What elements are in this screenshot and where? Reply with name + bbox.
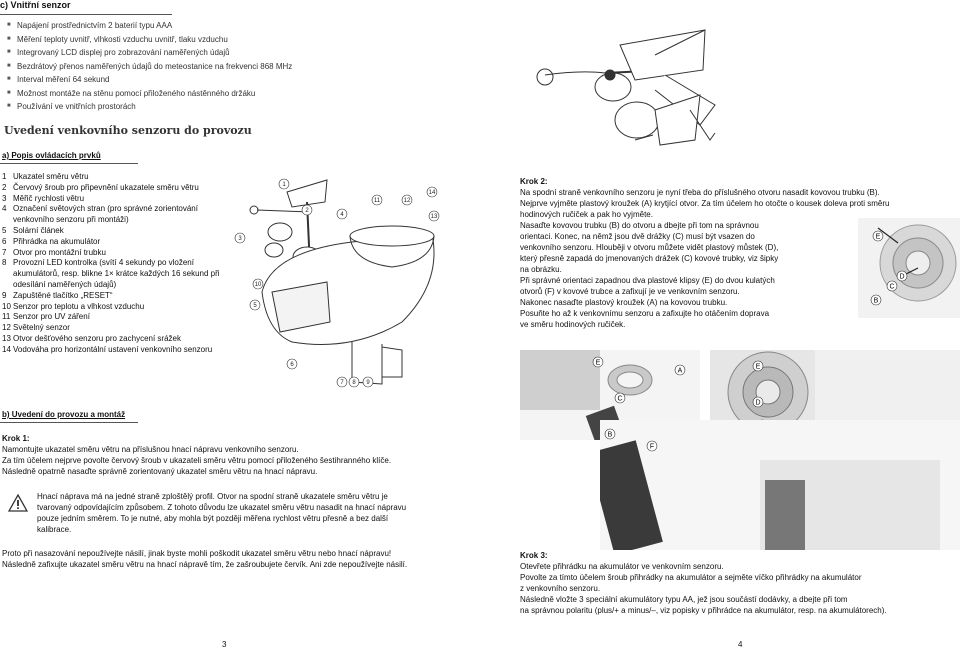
krok2-line: Na spodní straně venkovního senzoru je nyní třeba do příslušného otvoru nasadit kovovou trubku (B). <box>520 188 880 197</box>
page-number-left: 3 <box>222 640 227 649</box>
krok2-line: Nakonec nasaďte plastový kroužek (A) na kovovou trubku. <box>520 298 728 307</box>
svg-text:10: 10 <box>254 282 262 288</box>
list-item: 3 Měřič rychlosti větru <box>2 193 85 203</box>
section-a-header <box>0 150 138 164</box>
section-a-title: a) Popis ovládacích prvků <box>2 151 101 160</box>
krok2-line: na obrázku. <box>520 265 562 274</box>
section-c-header <box>0 0 172 15</box>
callout-3 <box>235 233 245 243</box>
list-item: 8 Provozní LED kontrolka (svítí 4 sekundy po vložení akumulátorů, resp. bliknе 1× krátce každých 16 sekund při odesílání naměřených údajů) <box>2 258 220 289</box>
svg-text:7: 7 <box>340 380 344 386</box>
krok2-line: ve směru hodinových ručiček. <box>520 320 626 329</box>
svg-text:5: 5 <box>253 303 257 309</box>
krok1-block <box>2 433 472 477</box>
svg-text:8: 8 <box>352 380 356 386</box>
krok3-line: Následně vložte 3 speciální akumulátory typu AA, jež jsou součástí dodávky, a dbejte při tom <box>520 595 848 604</box>
svg-text:3: 3 <box>238 236 242 242</box>
page-number-right: 4 <box>738 640 743 649</box>
list-item: 5 Solární článek <box>2 225 64 235</box>
svg-text:4: 4 <box>340 212 344 218</box>
label-e <box>753 361 763 371</box>
list-item: ■ Napájení prostřednictvím 2 baterií typu AAA <box>7 19 367 33</box>
label-d <box>897 271 907 281</box>
callout-1 <box>279 179 289 189</box>
krok3-line: na správnou polaritu (plus/+ a minus/–, viz popisky v přihrádce na akumulátor, resp. na akumulátorech). <box>520 606 887 615</box>
krok2-line: venkovního senzoru. Hlouběji v otvoru můžete vidět plastový můstek (D), <box>520 243 779 252</box>
svg-text:F: F <box>649 443 655 451</box>
list-item: 9 Zapuštěné tlačítko „RESET“ <box>2 290 113 300</box>
socket-detail-photo <box>858 218 960 318</box>
section-b-header <box>0 410 138 423</box>
label-e <box>593 357 603 367</box>
warning-note <box>37 491 467 535</box>
label-c <box>887 281 897 291</box>
label-a <box>675 365 685 375</box>
list-item: 6 Přihrádka na akumulátor <box>2 236 101 246</box>
callout-8 <box>349 377 359 387</box>
wind-vane-illustration <box>525 15 730 150</box>
krok2-line: orientaci. Konec, na němž jsou dvě drážky (C) musí být vsazen do <box>520 232 755 241</box>
krok1-line: Následně opatrně nasaďte správně zorientovaný ukazatel směru větru na hnací nápravu. <box>2 467 318 476</box>
callout-9 <box>363 377 373 387</box>
krok1-title: Krok 1: <box>2 434 30 443</box>
commissioning-title: Uvedení venkovního senzoru do provozu <box>4 124 252 137</box>
svg-text:11: 11 <box>373 198 381 204</box>
list-item: 1 Ukazatel směru větru <box>2 172 89 181</box>
svg-text:E: E <box>595 359 601 367</box>
svg-text:B: B <box>607 431 613 439</box>
callout-10 <box>253 279 263 289</box>
callout-2 <box>302 205 312 215</box>
list-item: ■ Možnost montáže na stěnu pomocí přiloženého nástěnného držáku <box>7 87 367 101</box>
warning-line: pouze jedním směrem. To je nutné, aby mohla být později měřena rychlost větru přesně a bez další <box>37 514 389 523</box>
list-item: ■ Měření teploty uvnitř, vlhkosti vzduchu uvnitř, tlaku vzduchu <box>7 33 367 47</box>
warning-triangle-icon <box>8 494 28 512</box>
list-item: 13 Otvor dešťového senzoru pro zachycení srážek <box>2 333 181 343</box>
list-item: 10 Senzor pro teplotu a vlhkost vzduchu <box>2 301 145 311</box>
pipe-insertion-photo <box>600 420 960 550</box>
krok3-block <box>520 550 960 616</box>
indoor-features-list <box>7 19 367 114</box>
callout-5 <box>250 300 260 310</box>
list-item: 7 Otvor pro montážní trubku <box>2 247 106 257</box>
warning-line: kalibrace. <box>37 525 72 534</box>
list-item: ■ Integrovaný LCD displej pro zobrazování naměřených údajů <box>7 46 367 60</box>
krok1-line: Namontujte ukazatel směru větru na příslušnou hnací nápravu venkovního senzoru. <box>2 445 299 454</box>
section-b-title: b) Uvedení do provozu a montáž <box>2 410 126 419</box>
label-b <box>605 429 615 439</box>
svg-text:D: D <box>755 399 761 407</box>
krok2-line: Nejprve vyjměte plastový kroužek (A) krytjící otvor. Za tím účelem ho otočte o kousek doleva proti směru <box>520 199 890 208</box>
force-line: Následně zafixujte ukazatel směru větru na hnací nápravě tím, že zašroubujete červík. Ani zde nepoužívejte násilí. <box>2 560 408 569</box>
label-e <box>873 231 883 241</box>
label-f <box>647 441 657 451</box>
controls-list <box>2 172 224 356</box>
force-note <box>2 548 472 570</box>
list-item: ■ Používání ve vnitřních prostorách <box>7 100 367 114</box>
svg-text:D: D <box>899 273 905 281</box>
section-c-title: c) Vnitřní senzor <box>0 0 71 10</box>
list-item: 12 Světelný senzor <box>2 323 70 333</box>
krok3-title: Krok 3: <box>520 551 548 560</box>
svg-text:C: C <box>617 395 623 403</box>
label-d <box>753 397 763 407</box>
svg-text:9: 9 <box>366 380 370 386</box>
svg-text:14: 14 <box>428 190 436 196</box>
svg-text:13: 13 <box>430 214 438 220</box>
krok3-line: Povolte za tímto účelem šroub přihrádky na akumulátor a sejměte víčko přihrádky na akumulátor <box>520 573 862 582</box>
svg-text:C: C <box>889 283 895 291</box>
list-item: ■ Interval měření 64 sekund <box>7 73 367 87</box>
svg-text:6: 6 <box>290 362 294 368</box>
krok3-line: Otevřete přihrádku na akumulátor ve venkovním senzoru. <box>520 562 724 571</box>
warning-line: tvarovaný odpovídajícím způsobem. Z tohoto důvodu lze ukazatel směru větru nasadit na hnací nápravu <box>37 503 407 512</box>
force-line: Proto při nasazování nepoužívejte násilí, jinak byste mohli poškodit ukazatel směru větru nebo hnací nápravu! <box>2 549 392 558</box>
krok2-line: Nasaďte kovovou trubku (B) do otvoru a dbejte při tom na správnou <box>520 221 759 230</box>
label-c <box>615 393 625 403</box>
krok2-title: Krok 2: <box>520 177 548 186</box>
svg-text:2: 2 <box>305 208 309 214</box>
svg-text:1: 1 <box>282 182 286 188</box>
label-b <box>871 295 881 305</box>
krok2-line: který přesně zapadá do jmenovaných drážek (C) kovové trubky, viz šipky <box>520 254 779 263</box>
svg-text:E: E <box>755 363 761 371</box>
list-item: 11 Senzor pro UV záření <box>2 312 90 322</box>
list-item: 4 Označení světových stran (pro správné zorientování venkovního senzoru při montáži) <box>2 204 198 225</box>
list-item: ■ Bezdrátový přenos naměřených údajů do meteostanice na frekvenci 868 MHz <box>7 60 367 74</box>
svg-text:A: A <box>677 367 683 375</box>
svg-text:E: E <box>875 233 881 241</box>
krok3-line: z venkovního senzoru. <box>520 584 601 593</box>
krok1-line: Za tím účelem nejprve povolte červový šroub v ukazateli směru větru pomocí přiloženého šestihranného klíče. <box>2 456 392 465</box>
callout-12 <box>402 195 412 205</box>
list-item: 2 Červový šroub pro připevnění ukazatele směru větru <box>2 182 199 192</box>
krok2-line: hodinových ručiček a pak ho vyjměte. <box>520 210 653 219</box>
krok2-line: Při správné orientaci zapadnou dva plastové klipsy (E) do dvou kulatých <box>520 276 775 285</box>
callout-11 <box>372 195 382 205</box>
krok2-line: otvorů (F) v kovové trubce a zafixují je ve venkovním senzoru. <box>520 287 740 296</box>
krok2-line: Posuňte ho až k venkovnímu senzoru a zafixujte ho otáčením doprava <box>520 309 770 318</box>
list-item: 14 Vodováha pro horizontální ustavení venkovního senzoru <box>2 344 213 354</box>
callout-14 <box>427 187 437 197</box>
callout-6 <box>287 359 297 369</box>
warning-line: Hnací náprava má na jedné straně zploštělý profil. Otvor na spodní straně ukazatele směru větru je <box>37 492 388 501</box>
svg-text:B: B <box>873 297 879 305</box>
svg-text:12: 12 <box>403 198 411 204</box>
callout-13 <box>429 211 439 221</box>
controls-diagram <box>232 172 447 392</box>
callout-4 <box>337 209 347 219</box>
callout-7 <box>337 377 347 387</box>
